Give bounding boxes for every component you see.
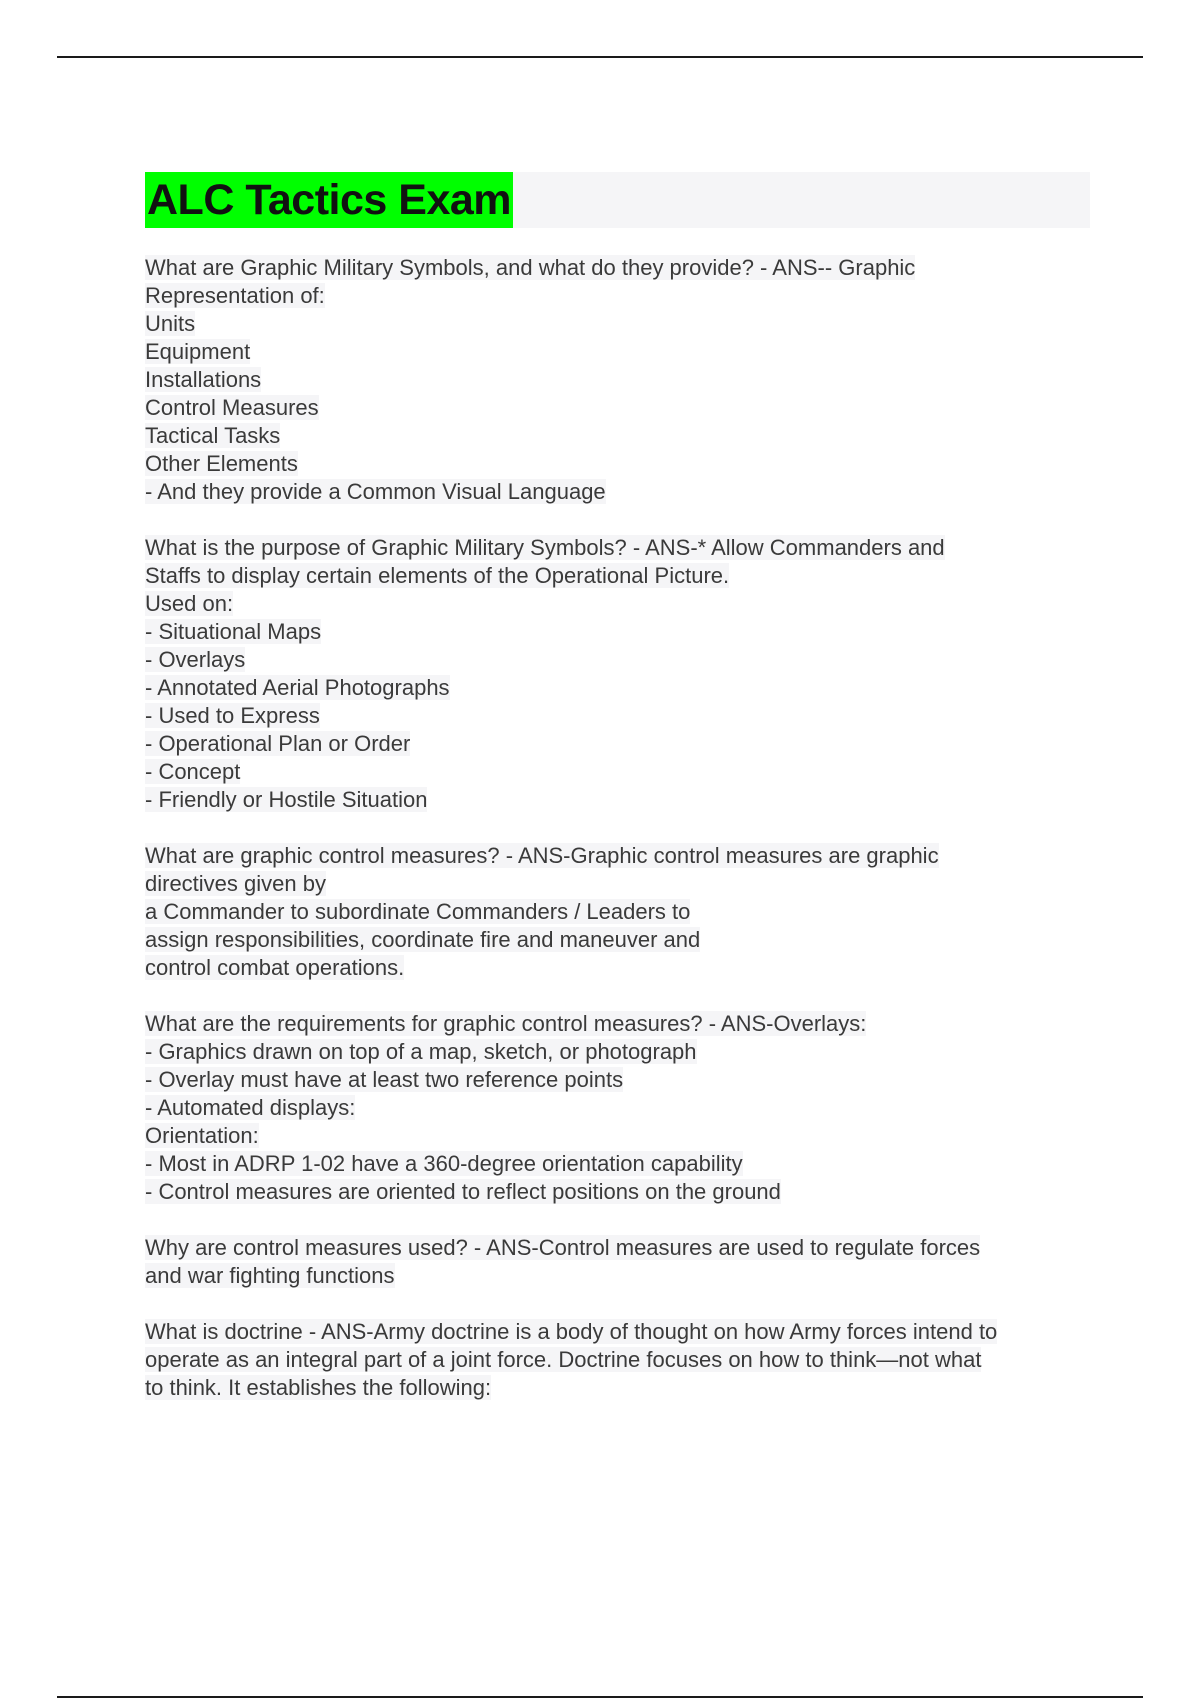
qa-line xyxy=(145,254,1090,282)
qa-line xyxy=(145,1122,1090,1150)
qa-line xyxy=(145,422,1090,450)
qa-line-text: - Most in ADRP 1-02 have a 360-degree orientation capability xyxy=(145,1151,743,1176)
qa-line xyxy=(145,590,1090,618)
qa-block xyxy=(145,1234,1090,1290)
qa-line-text: - Situational Maps xyxy=(145,619,322,644)
qa-line-text: - Graphics drawn on top of a map, sketch, or photograph xyxy=(145,1039,697,1064)
qa-line-text: Equipment xyxy=(145,339,251,364)
qa-line-text: - Friendly or Hostile Situation xyxy=(145,787,428,812)
bottom-rule xyxy=(57,1696,1143,1698)
qa-line xyxy=(145,1262,1090,1290)
qa-line-text: directives given by xyxy=(145,871,326,896)
qa-line xyxy=(145,1094,1090,1122)
qa-line-text: - Used to Express xyxy=(145,703,320,728)
qa-line-text: - Control measures are oriented to reflect positions on the ground xyxy=(145,1179,781,1204)
qa-line-text: Control Measures xyxy=(145,395,319,420)
qa-line-text: a Commander to subordinate Commanders / Leaders to xyxy=(145,899,691,924)
qa-line xyxy=(145,926,1090,954)
qa-line xyxy=(145,478,1090,506)
qa-line-text: What are the requirements for graphic control measures? - ANS-Overlays: xyxy=(145,1011,867,1036)
qa-block xyxy=(145,842,1090,982)
qa-line-text: Why are control measures used? - ANS-Control measures are used to regulate forces xyxy=(145,1235,981,1260)
qa-line xyxy=(145,1038,1090,1066)
qa-line xyxy=(145,870,1090,898)
qa-line-text: - Annotated Aerial Photographs xyxy=(145,675,450,700)
qa-line xyxy=(145,1178,1090,1206)
qa-line-text: - Automated displays: xyxy=(145,1095,356,1120)
qa-line-text: What is the purpose of Graphic Military Symbols? - ANS-* Allow Commanders and xyxy=(145,535,945,560)
qa-line-text: - Concept xyxy=(145,759,241,784)
qa-line xyxy=(145,674,1090,702)
qa-line-text: - And they provide a Common Visual Language xyxy=(145,479,606,504)
qa-line xyxy=(145,310,1090,338)
qa-line xyxy=(145,1346,1090,1374)
document-body xyxy=(145,172,1090,1430)
qa-line-text: Staffs to display certain elements of the Operational Picture. xyxy=(145,563,730,588)
qa-line xyxy=(145,758,1090,786)
qa-list xyxy=(145,254,1090,1402)
qa-block xyxy=(145,534,1090,814)
qa-line-text: Orientation: xyxy=(145,1123,259,1148)
qa-line-text: to think. It establishes the following: xyxy=(145,1375,492,1400)
qa-line xyxy=(145,898,1090,926)
qa-line-text: Representation of: xyxy=(145,283,325,308)
qa-line xyxy=(145,786,1090,814)
top-rule xyxy=(57,56,1143,58)
qa-line-text: What are graphic control measures? - ANS-Graphic control measures are graphic xyxy=(145,843,939,868)
qa-line xyxy=(145,730,1090,758)
qa-line-text: - Overlay must have at least two reference points xyxy=(145,1067,624,1092)
qa-line xyxy=(145,1318,1090,1346)
qa-line xyxy=(145,1066,1090,1094)
qa-line xyxy=(145,842,1090,870)
qa-line xyxy=(145,1150,1090,1178)
title-band xyxy=(145,172,1090,228)
document-title: ALC Tactics Exam xyxy=(145,172,513,228)
qa-line-text: control combat operations. xyxy=(145,955,405,980)
qa-line xyxy=(145,450,1090,478)
qa-line xyxy=(145,646,1090,674)
qa-line-text: Installations xyxy=(145,367,262,392)
qa-line xyxy=(145,338,1090,366)
qa-line xyxy=(145,1234,1090,1262)
qa-line xyxy=(145,366,1090,394)
qa-line-text: Units xyxy=(145,311,196,336)
qa-line xyxy=(145,1374,1090,1402)
qa-line xyxy=(145,1010,1090,1038)
qa-line xyxy=(145,394,1090,422)
qa-line-text: Tactical Tasks xyxy=(145,423,281,448)
qa-block xyxy=(145,1010,1090,1206)
qa-line xyxy=(145,534,1090,562)
qa-line-text: - Overlays xyxy=(145,647,246,672)
qa-line xyxy=(145,562,1090,590)
qa-line-text: operate as an integral part of a joint force. Doctrine focuses on how to think—not what xyxy=(145,1347,982,1372)
qa-line xyxy=(145,618,1090,646)
qa-line-text: assign responsibilities, coordinate fire and maneuver and xyxy=(145,927,701,952)
qa-line xyxy=(145,954,1090,982)
qa-block xyxy=(145,1318,1090,1402)
qa-line-text: - Operational Plan or Order xyxy=(145,731,411,756)
qa-line xyxy=(145,702,1090,730)
qa-line-text: and war fighting functions xyxy=(145,1263,395,1288)
qa-line-text: What are Graphic Military Symbols, and what do they provide? - ANS-- Graphic xyxy=(145,255,916,280)
qa-line xyxy=(145,282,1090,310)
qa-line-text: Used on: xyxy=(145,591,234,616)
qa-line-text: What is doctrine - ANS-Army doctrine is a body of thought on how Army forces intend to xyxy=(145,1319,998,1344)
qa-line-text: Other Elements xyxy=(145,451,298,476)
qa-block xyxy=(145,254,1090,506)
